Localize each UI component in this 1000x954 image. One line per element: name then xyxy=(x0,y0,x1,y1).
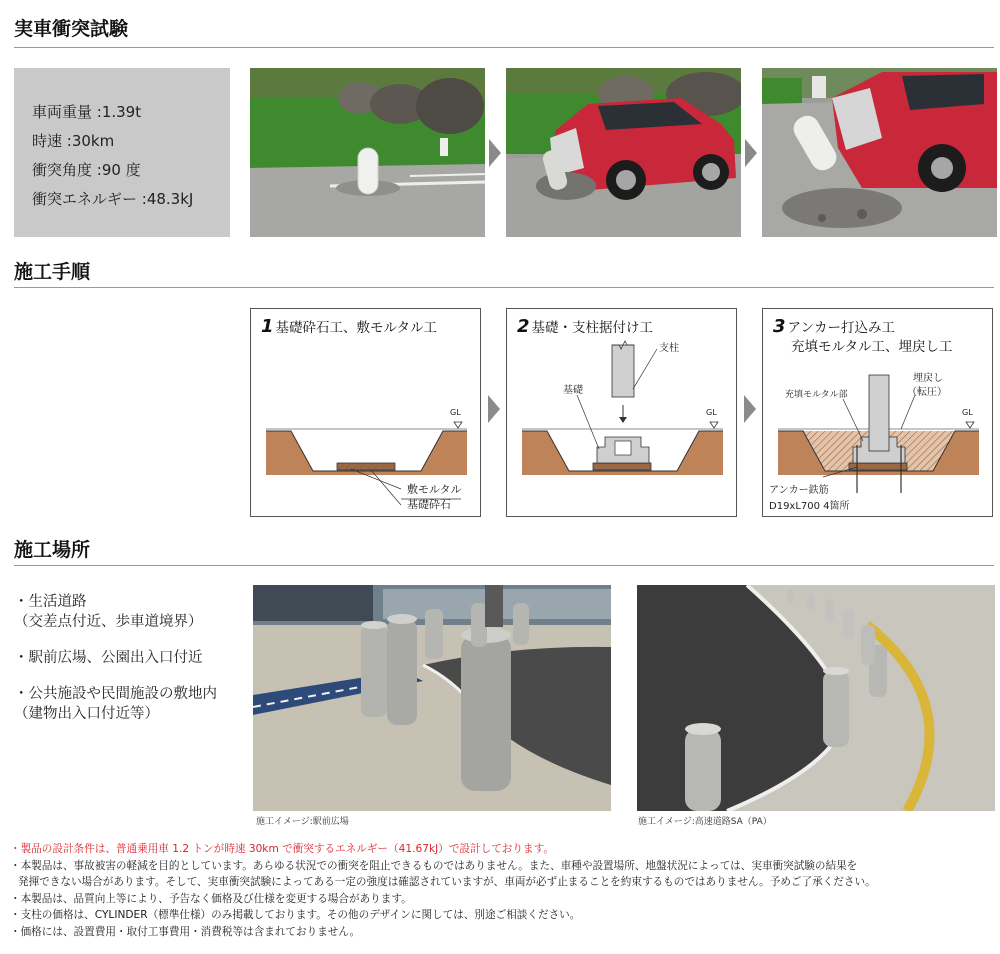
gl-label: GL xyxy=(450,408,461,417)
section-title-crash-test: 実車衝突試験 xyxy=(14,18,129,40)
list-item: ・生活道路 （交差点付近、歩車道境界） xyxy=(14,594,203,630)
photo-caption: 施工イメージ:高速道路SA（PA） xyxy=(638,817,772,827)
location-list xyxy=(14,592,244,740)
section-title-procedure: 施工手順 xyxy=(14,261,91,283)
step-number: 3 xyxy=(773,316,786,337)
location-photo-highway-sa xyxy=(637,585,995,811)
step-title: アンカー打込み工 xyxy=(787,320,895,336)
section-divider xyxy=(14,47,994,48)
note-line: ・本製品は、事故被害の軽減を目的としています。あらゆる状況での衝突を阻止できるものではありません。また、車種や設置場所、地盤状況によっては、実車衝突試験の結果を xyxy=(10,859,858,872)
anchor-spec-label: D19xL700 4箇所 xyxy=(769,501,850,512)
arrow-right-icon xyxy=(488,395,500,423)
spec-weight: 車両重量 :1.39t xyxy=(32,103,142,121)
anchor-label: アンカー鉄筋 xyxy=(769,485,829,496)
step-number: 1 xyxy=(261,316,274,337)
photo-caption: 施工イメージ:駅前広場 xyxy=(256,817,349,827)
mortar-label: 敷モルタル xyxy=(407,483,462,496)
gl-label: GL xyxy=(706,408,717,417)
arrow-right-icon xyxy=(489,139,501,167)
gravel-label: 基礎砕石 xyxy=(407,498,451,511)
arrow-right-icon xyxy=(745,139,757,167)
gl-label: GL xyxy=(962,408,973,417)
note-line: ・支柱の価格は、CYLINDER（標準仕様）のみ掲載しております。その他のデザインに関しては、別途ご相談ください。 xyxy=(10,909,581,921)
procedure-step-3 xyxy=(762,308,993,517)
crash-spec-box xyxy=(14,68,230,237)
step-title-line2: 充填モルタル工、埋戻し工 xyxy=(791,339,953,355)
section-divider xyxy=(14,287,994,288)
note-line: 発揮できない場合があります。そして、実車衝突試験によってある一定の強度は確認されていますが、車両が必ず止まることを約束するものではありません。予めご了承ください。 xyxy=(18,876,876,888)
arrow-right-icon xyxy=(744,395,756,423)
base-label: 基礎 xyxy=(563,385,583,396)
fill-mortar-label: 充填モルタル部 xyxy=(785,390,848,400)
location-photo-station-plaza xyxy=(253,585,611,811)
note-line: ・価格には、設置費用・取付工事費用・消費税等は含まれておりません。 xyxy=(10,925,361,938)
spec-speed: 時速 :30km xyxy=(32,132,115,150)
crash-photo-impact xyxy=(506,68,741,237)
step-title: 基礎・支柱据付け工 xyxy=(531,320,654,336)
note-line: ・本製品は、品質向上等により、予告なく価格及び仕様を変更する場合があります。 xyxy=(10,892,412,905)
notes-block xyxy=(10,841,995,940)
compaction-label: （転圧） xyxy=(907,387,947,398)
note-design-condition: ・製品の設計条件は、普通乗用車 1.2 トンが時速 30km で衝突するエネルギー（41.67kJ）で設計しております。 xyxy=(10,843,554,855)
procedure-step-2 xyxy=(506,308,737,517)
procedure-step-1 xyxy=(250,308,481,517)
crash-photo-after xyxy=(762,68,997,237)
step-number: 2 xyxy=(517,316,530,337)
spec-energy: 衝突エネルギー :48.3kJ xyxy=(32,190,194,208)
spec-angle: 衝突角度 :90 度 xyxy=(32,161,141,179)
section-title-locations: 施工場所 xyxy=(14,539,91,561)
crash-photo-before xyxy=(250,68,485,237)
backfill-label: 埋戻し xyxy=(913,373,943,384)
pillar-label: 支柱 xyxy=(659,343,679,354)
list-item: ・公共施設や民間施設の敷地内 （建物出入口付近等） xyxy=(14,686,217,722)
section-divider xyxy=(14,565,994,566)
step-title: 基礎砕石工、敷モルタル工 xyxy=(275,320,437,336)
list-item: ・駅前広場、公園出入口付近 xyxy=(14,650,203,666)
